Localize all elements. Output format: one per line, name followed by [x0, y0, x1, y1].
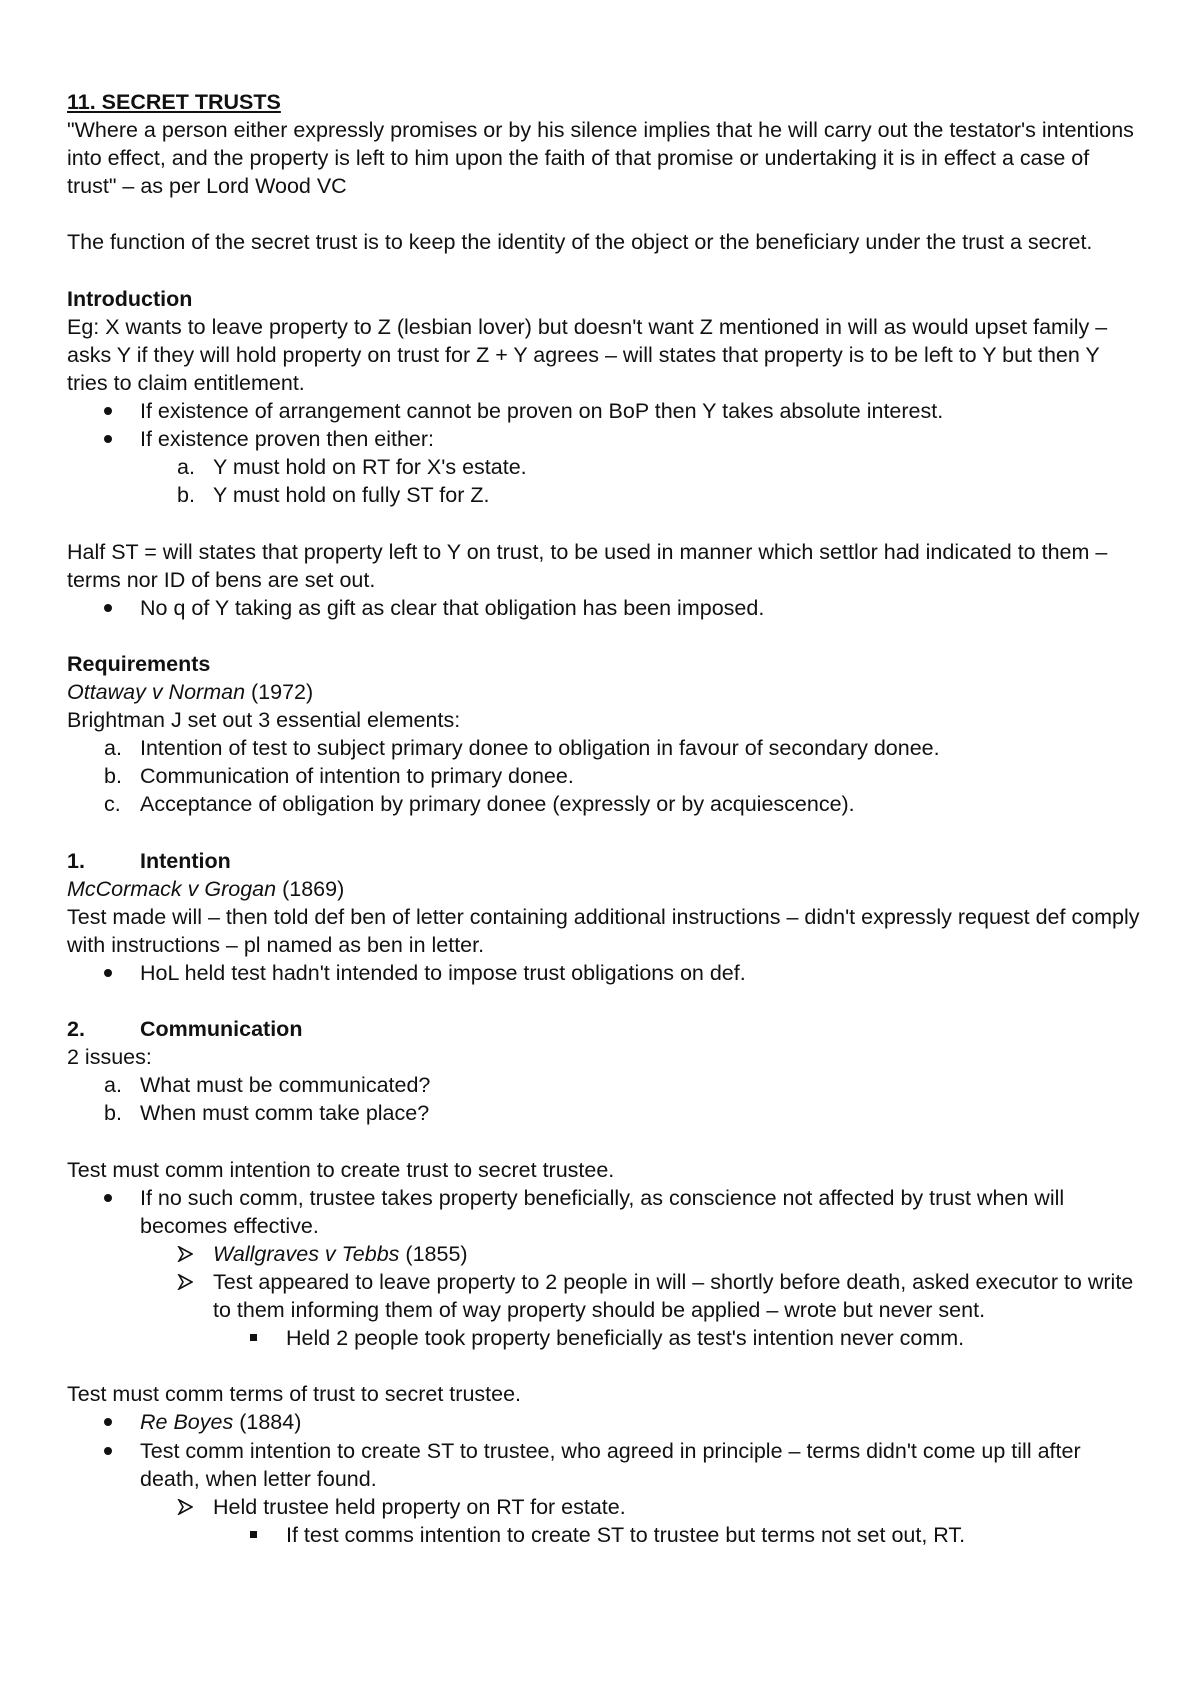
arrow-bullet-icon [177, 1499, 193, 1515]
bullet-icon [104, 1194, 112, 1202]
intention-bullets [67, 959, 1140, 987]
half-st-bullets [67, 594, 1140, 622]
case-name: Wallgraves v Tebbs [213, 1241, 400, 1266]
intention-heading [67, 847, 1140, 875]
list-item-text: If existence of arrangement cannot be proven on BoP then Y takes absolute interest. [140, 399, 944, 424]
introduction-bullets [67, 397, 1140, 453]
intention-comm-point: Test must comm intention to create trust to secret trustee. [67, 1157, 615, 1182]
bullet-icon [104, 1418, 112, 1426]
list-item [67, 594, 1140, 622]
list-item-text: If test comms intention to create ST to trustee but terms not set out, RT. [286, 1522, 966, 1547]
spacer [67, 622, 1140, 650]
spacer [67, 987, 1140, 1015]
document-title: 11. SECRET TRUSTS [67, 90, 281, 114]
list-letter: c. [104, 792, 121, 817]
list-item [67, 762, 1140, 790]
list-item [67, 1437, 1140, 1493]
list-item [67, 397, 1140, 425]
list-item [67, 425, 1140, 453]
list-item [67, 481, 1140, 509]
list-item-text: If existence proven then either: [140, 427, 435, 452]
introduction-options [67, 453, 1140, 509]
spacer [67, 509, 1140, 537]
bullet-icon [104, 407, 112, 415]
list-item [67, 1099, 1140, 1127]
function-paragraph: The function of the secret trust is to keep the identity of the object or the beneficiary under the trust a secret. [67, 230, 1093, 255]
spacer [67, 200, 1140, 228]
spacer [67, 1127, 1140, 1155]
half-st-paragraph: Half ST = will states that property left to Y on trust, to be used in manner which settlor had indicated to them – terms nor ID of bens are set out. [67, 539, 1108, 592]
case-citation [67, 678, 1140, 706]
section-title: Intention [140, 848, 231, 873]
list-letter: a. [177, 455, 195, 480]
list-item [67, 1184, 1140, 1240]
requirements-intro: Brightman J set out 3 essential elements: [67, 708, 461, 733]
list-item [67, 1268, 1140, 1324]
bullet-icon [104, 435, 112, 443]
introduction-heading: Introduction [67, 286, 193, 311]
intention-facts: Test made will – then told def ben of letter containing additional instructions – didn't expressly request def comply with instructions – pl named as ben in letter. [67, 904, 1140, 957]
bullet-icon [104, 1447, 112, 1455]
list-item-text: Y must hold on fully ST for Z. [213, 483, 490, 508]
spacer [67, 1352, 1140, 1380]
requirements-elements [67, 734, 1140, 818]
list-item-text: When must comm take place? [140, 1101, 430, 1126]
list-letter: a. [104, 1073, 122, 1098]
lord-wood-quote: "Where a person either expressly promises or by his silence implies that he will carry out the testator's intentions into effect, and the property is left to him upon the faith of that promise or undertaking it is in effect a case of trust" – as per Lord Wood VC [67, 118, 1134, 199]
list-item [67, 790, 1140, 818]
spacer [67, 257, 1140, 285]
list-item-text: If no such comm, trustee takes property beneficially, as conscience not affected by trust when will becomes effective. [140, 1185, 1065, 1238]
list-item-text: Y must hold on RT for X's estate. [213, 455, 527, 480]
list-item-text: Held 2 people took property beneficially as test's intention never comm. [286, 1326, 965, 1351]
requirements-heading: Requirements [67, 651, 211, 676]
case-name: Ottaway v Norman [67, 679, 246, 704]
list-item [67, 453, 1140, 481]
arrow-bullet-icon [177, 1246, 193, 1262]
list-item [67, 1521, 1140, 1549]
introduction-example: Eg: X wants to leave property to Z (lesbian lover) but doesn't want Z mentioned in will as would upset family – asks Y if they will hold property on trust for Z + Y agrees – will states that property is to be left to Y but then Y tries to claim entitlement. [67, 314, 1108, 395]
communication-heading [67, 1015, 1140, 1043]
list-item-text: Acceptance of obligation by primary donee (expressly or by acquiescence). [140, 792, 855, 817]
list-letter: b. [104, 1101, 122, 1126]
section-title: Communication [140, 1017, 303, 1042]
section-number: 2. [67, 1017, 85, 1042]
list-item-text: Communication of intention to primary donee. [140, 764, 574, 789]
list-item-text: What must be communicated? [140, 1073, 431, 1098]
list-item-text: Held trustee held property on RT for estate. [213, 1494, 626, 1519]
list-item [67, 1071, 1140, 1099]
section-number: 1. [67, 848, 85, 873]
case-year: (1972) [251, 679, 314, 704]
list-item [67, 1408, 1140, 1436]
terms-comm-bullets [67, 1408, 1140, 1548]
list-item-text: HoL held test hadn't intended to impose trust obligations on def. [140, 960, 746, 985]
list-item-text: Test appeared to leave property to 2 people in will – shortly before death, asked executor to write to them informing them of way property should be applied – wrote but never sent. [213, 1269, 1134, 1323]
list-item-text: Intention of test to subject primary donee to obligation in favour of secondary donee. [140, 736, 940, 761]
square-bullet-icon [250, 1334, 257, 1341]
case-year: (1869) [282, 876, 345, 901]
case-year: (1855) [405, 1241, 468, 1266]
case-name: McCormack v Grogan [67, 876, 277, 901]
communication-issues [67, 1071, 1140, 1127]
spacer [67, 818, 1140, 846]
list-letter: b. [104, 764, 122, 789]
bullet-icon [104, 604, 112, 612]
case-citation [67, 875, 1140, 903]
list-letter: a. [104, 736, 122, 761]
list-item [67, 1324, 1140, 1352]
list-item [67, 734, 1140, 762]
terms-comm-point: Test must comm terms of trust to secret trustee. [67, 1382, 522, 1407]
arrow-bullet-icon [177, 1274, 193, 1290]
case-year: (1884) [239, 1410, 302, 1435]
list-item [67, 959, 1140, 987]
bullet-icon [104, 969, 112, 977]
list-item [67, 1240, 1140, 1268]
list-item [67, 1493, 1140, 1521]
list-item-text: Test comm intention to create ST to trustee, who agreed in principle – terms didn't come up till after death, when letter found. [140, 1438, 1081, 1491]
list-letter: b. [177, 483, 195, 508]
case-name: Re Boyes [140, 1410, 234, 1435]
intention-comm-bullets [67, 1184, 1140, 1353]
square-bullet-icon [250, 1531, 257, 1538]
list-item-text: No q of Y taking as gift as clear that obligation has been imposed. [140, 595, 765, 620]
issues-label: 2 issues: [67, 1045, 152, 1070]
